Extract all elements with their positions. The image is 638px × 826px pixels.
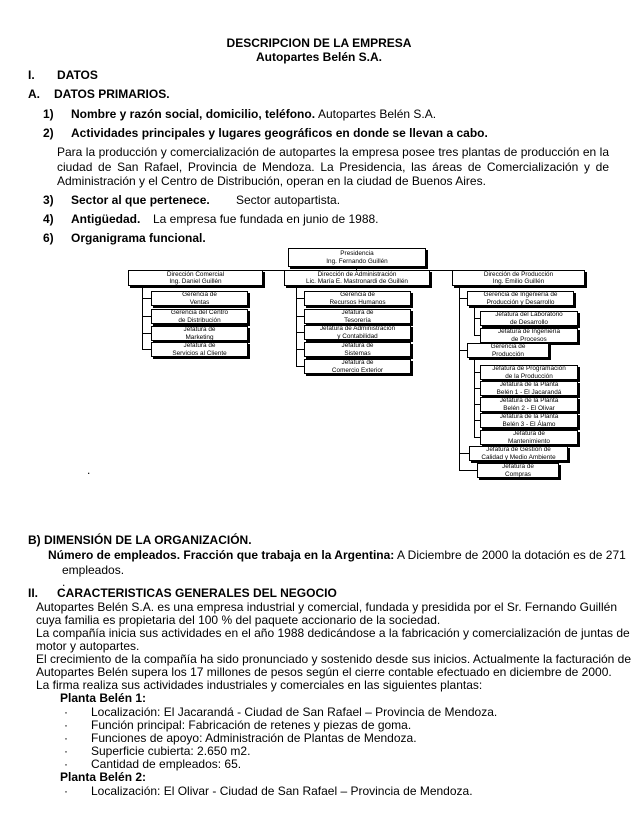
org-gerencia-produccion: Gerencia de Producción [467,343,549,358]
org-direccion-administracion: Dirección de Administración Lic. María E. Mastronardi de Guillén [284,270,430,286]
planta-1-item-1: Localización: El Jacarandá - Ciudad de San Rafael – Provincia de Mendoza. [91,705,498,719]
org-jefatura-programacion: Jefatura de Programación de la Producción [480,365,578,380]
planta-2-item-1: Localización: El Olivar - Ciudad de San Rafael – Provincia de Mendoza. [91,784,473,798]
item-4-value: La empresa fue fundada en junio de 1988. [153,212,379,226]
planta-2-bullet-1: · [64,784,68,798]
section-a-number: A. [28,87,40,101]
org-jefatura-tesoreria: Jefatura de Tesorería [304,309,411,324]
org-jefatura-ing-procesos: Jefatura de Ingeniería de Procesos [480,328,578,343]
section-b-line [48,548,626,562]
para-4: La firma realiza sus actividades industriales y comerciales en las siguientes plantas: [36,678,483,692]
org-presidencia: Presidencia Ing. Fernando Guillén [288,248,426,267]
section-i-title: DATOS [57,68,98,82]
planta-1-item-4: Superficie cubierta: 2.650 m2. [91,744,251,758]
org-gerencia-rrhh: Gerencia de Recursos Humanos [304,291,411,306]
section-ii-number: II. [28,586,39,600]
section-a-title: DATOS PRIMARIOS. [54,87,170,101]
item-1-label: Nombre y razón social, domicilio, teléfono. [71,107,316,121]
company-subtitle: Autopartes Belén S.A. [255,50,383,64]
org-jefatura-compras: Jefatura de Compras [477,463,559,478]
item-2-paragraph: Para la producción y comercialización de autopartes la empresa posee tres plantas de producción en la ciudad de San Rafael, Provincia de Mendoza. La Presidencia, las áreas de Comercialización y de Administración y el Centro de Distribución, operan en la ciudad de Buenos Aires. [57,145,609,188]
org-jefatura-mantenimiento: Jefatura de Mantenimiento [480,430,578,445]
item-1-number: 1) [43,107,54,121]
planta-1-item-5: Cantidad de empleados: 65. [91,757,242,771]
org-gerencia-distribucion: Gerencia del Centro de Distribución [151,309,248,324]
org-jefatura-administracion: Jefatura de Administración y Contabilidad [304,325,411,340]
item-3-label: Sector al que pertenece. [71,193,210,207]
item-4-label: Antigüedad. [71,212,141,226]
org-gerencia-ventas: Gerencia de Ventas [151,291,248,306]
planta-1-bullet-1: · [64,705,68,719]
item-6-label: Organigrama funcional. [71,231,206,245]
item-2-number: 2) [43,126,54,140]
org-jefatura-marketing: Jefatura de Marketing [151,326,248,341]
org-jefatura-servicios-cliente: Jefatura de Servicios al Cliente [151,342,248,357]
item-3-value: Sector autopartista. [236,193,341,207]
org-jefatura-sistemas: Jefatura de Sistemas [304,342,411,357]
planta-1-title: Planta Belén 1: [60,691,147,705]
org-direccion-produccion: Dirección de Producción Ing. Emilio Guillén [452,270,585,286]
planta-1-bullet-3: · [64,731,68,745]
para-2a: La compañía inicia sus actividades en el año 1988 dedicándose a la fabricación y comercialización de juntas de [36,626,630,640]
planta-1-item-3: Funciones de apoyo: Administración de Plantas de Mendoza. [91,731,417,745]
employees-label: Número de empleados. Fracción que trabaja en la Argentina: [48,548,395,562]
document-title: DESCRIPCION DE LA EMPRESA [226,36,412,50]
org-direccion-comercial: Dirección Comercial Ing. Daniel Guillén [128,270,263,286]
planta-1-bullet-5: · [64,757,68,771]
org-jefatura-planta-3: Jefatura de la Planta Belén 3 - El Álamo [480,413,578,428]
section-i-number: I. [28,68,35,82]
planta-1-bullet-4: · [64,744,68,758]
org-jefatura-planta-2: Jefatura de la Planta Belén 2 - El Olivar [480,397,578,412]
org-jefatura-comercio-exterior: Jefatura de Comercio Exterior [304,359,411,374]
item-2-label: Actividades principales y lugares geográficos en donde se llevan a cabo. [71,126,488,140]
item-1-value: Autopartes Belén S.A. [318,107,437,121]
org-jefatura-calidad: Jefatura de Gestión de Calidad y Medio Ambiente [469,446,568,461]
org-jefatura-planta-1: Jefatura de la Planta Belén 1 - El Jacarandá [480,381,578,396]
para-1b: cuya familia es propietaria del 100 % del paquete accionario de la sociedad. [36,613,441,627]
employees-value-cont: empleados. [62,563,125,577]
org-jefatura-laboratorio: Jefatura del Laboratorio de Desarrollo [480,311,578,326]
stray-dot-1: . [87,463,91,477]
planta-1-bullet-2: · [64,718,68,732]
section-ii-title: CARACTERISTICAS GENERALES DEL NEGOCIO [57,586,337,600]
stray-dot-2: . [62,575,66,589]
para-2b: motor y autopartes. [36,639,140,653]
section-b-title: B) DIMENSIÓN DE LA ORGANIZACIÓN. [28,533,252,547]
planta-1-item-2: Función principal: Fabricación de retenes y piezas de goma. [91,718,412,732]
planta-2-title: Planta Belén 2: [60,770,147,784]
para-1a: Autopartes Belén S.A. es una empresa industrial y comercial, fundada y presidida por el Sr. Fernando Guillén [36,600,617,614]
para-3a: El crecimiento de la compañía ha sido pronunciado y sostenido desde sus inicios. Actualmente la facturación de [36,652,632,666]
item-3-number: 3) [43,193,54,207]
para-3b: Autopartes Belén supera los 17 millones de pesos según el cierre contable efectuado en diciembre de 2000. [36,665,612,679]
item-6-number: 6) [43,231,54,245]
org-gerencia-ingenieria: Gerencia de Ingeniería de Producción y Desarrollo [467,291,574,306]
item-4-number: 4) [43,212,54,226]
employees-value: A Diciembre de 2000 la dotación es de 271 [396,548,626,562]
